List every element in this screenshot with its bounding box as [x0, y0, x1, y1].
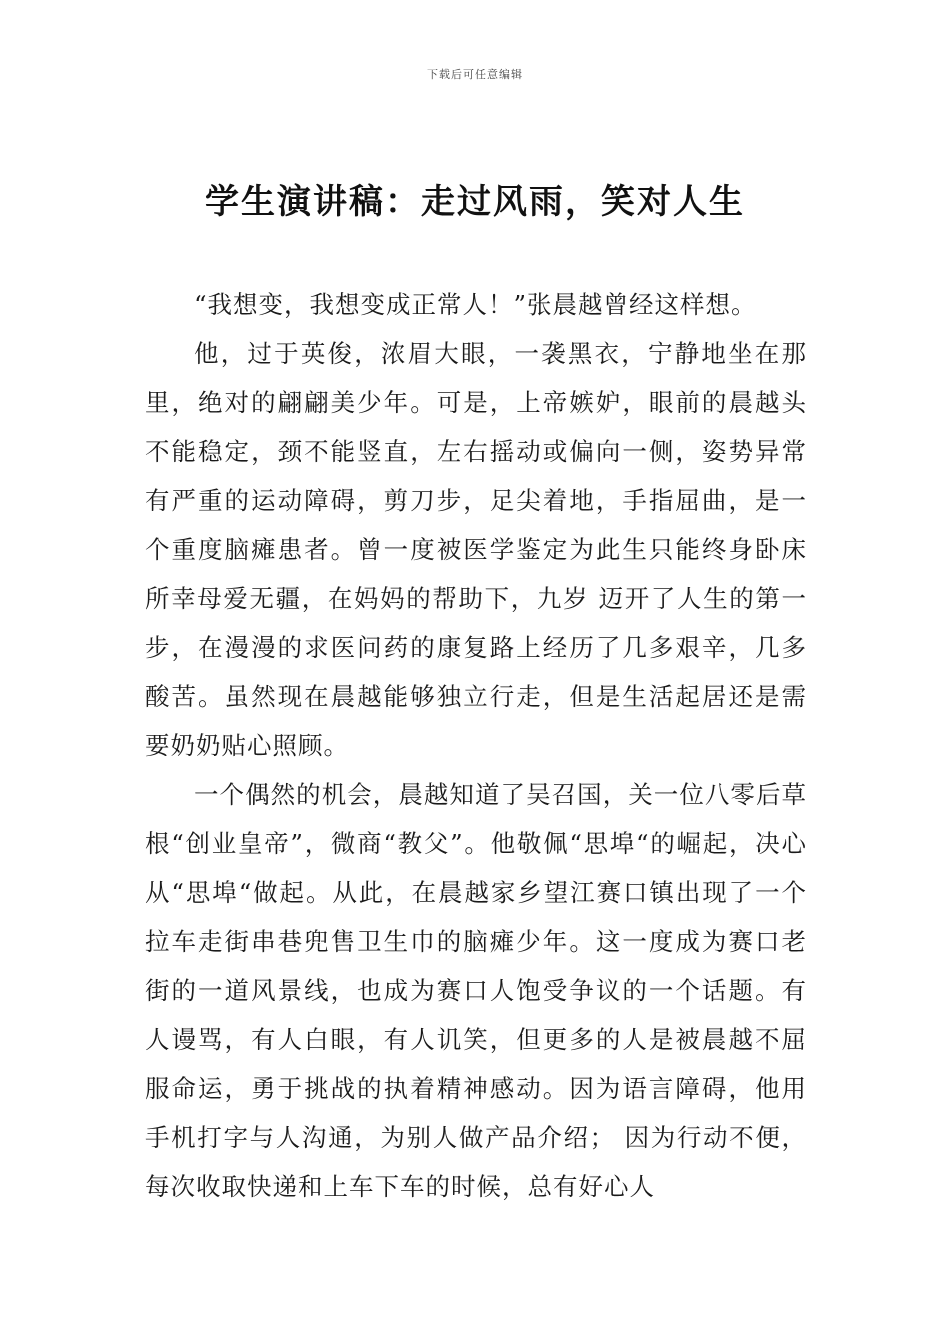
paragraph-2: 他，过于英俊，浓眉大眼，一袭黑衣，宁静地坐在那里，绝对的翩翩美少年。可是，上帝嫉妒，眼前的晨越头不能稳定，颈不能竖直，左右摇动或偏向一侧，姿势异常有严重的运动障碍，剪刀步，足尖着地，手指屈曲，是一个重度脑瘫患者。曾一度被医学鉴定为此生只能终身卧床所幸母爱无疆，在妈妈的帮助下，九岁 迈开了人生的第一步，在漫漫的求医问药的康复路上经历了几多艰辛，几多酸苦。虽然现在晨越能够独立行走，但是生活起居还是需要奶奶贴心照顾。 [145, 339, 807, 760]
document-title: 学生演讲稿：走过风雨，笑对人生 [205, 182, 745, 222]
paragraph-3: 一个偶然的机会，晨越知道了吴召国，关一位八零后草根“创业皇帝”，微商“教父”。他敬佩“思埠“的崛起，决心从“思埠“做起。从此，在晨越家乡望江赛口镇出现了一个拉车走街串巷兜售卫生巾的脑瘫少年。这一度成为赛口老街的一道风景线，也成为赛口人饱受争议的一个话题。有人谩骂，有人白眼，有人讥笑，但更多的人是被晨越不屈服命运，勇于挑战的执着精神感动。因为语言障碍，他用手机打字与人沟通，为别人做产品介绍； 因为行动不便，每次收取快递和上车下车的时候，总有好心人 [145, 780, 807, 1201]
body-text [145, 280, 807, 1211]
paragraph-1: “我想变，我想变成正常人！”张晨越曾经这样想。 [194, 290, 757, 319]
header-note: 下载后可任意编辑 [427, 68, 523, 81]
